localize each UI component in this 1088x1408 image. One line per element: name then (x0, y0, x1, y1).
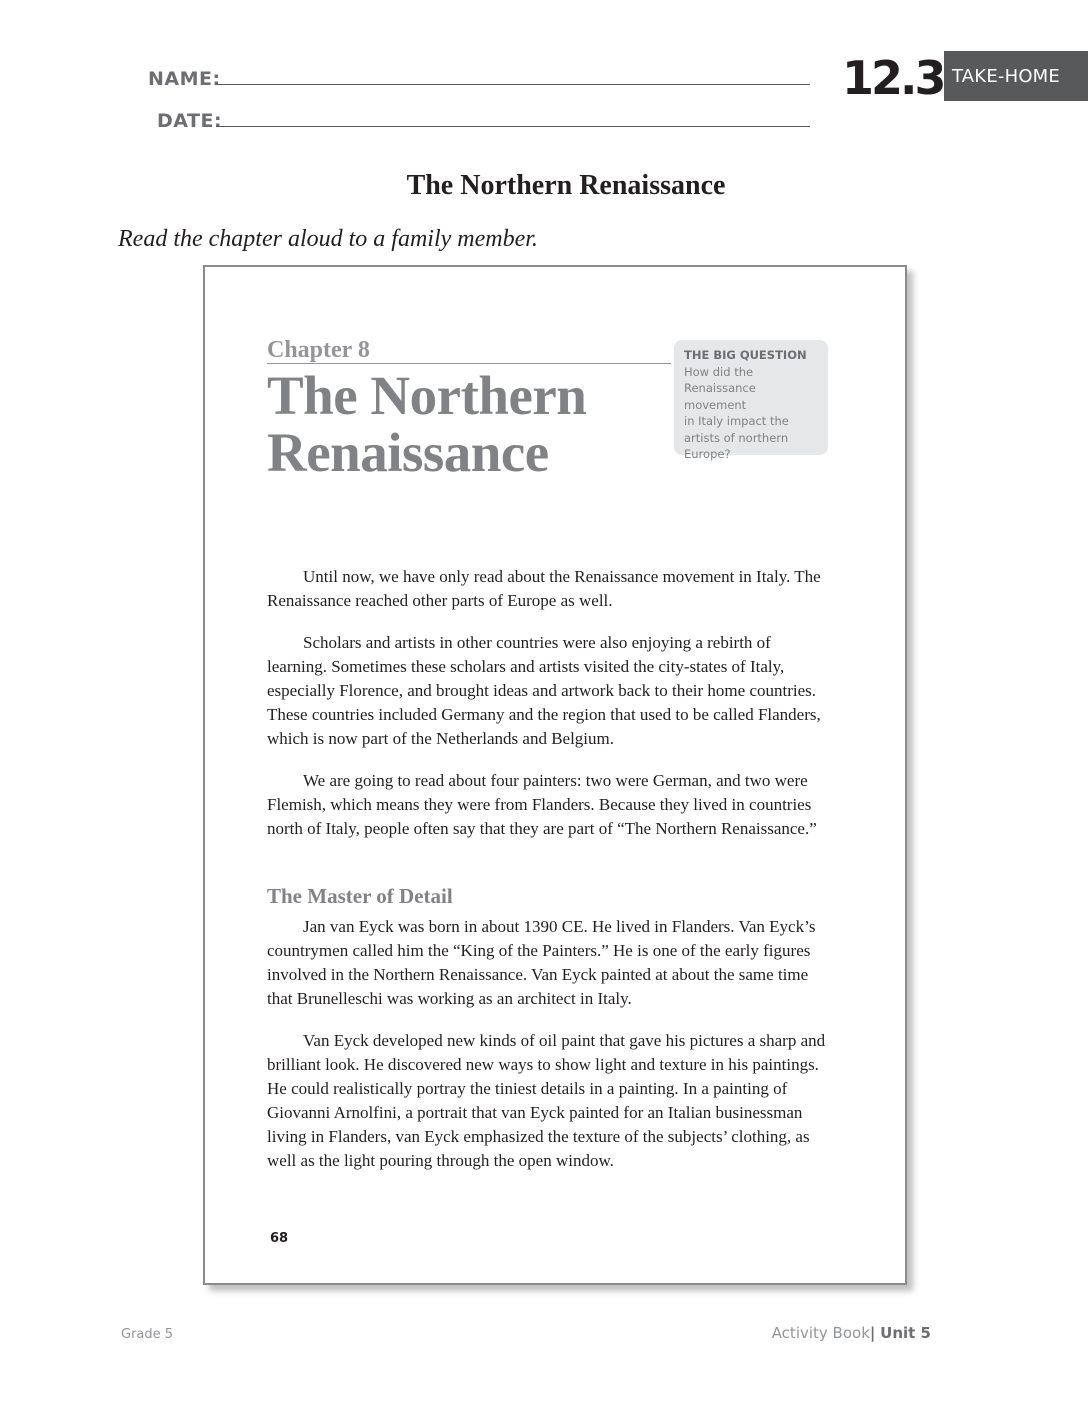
chapter-rule (267, 363, 671, 364)
section-heading: The Master of Detail (267, 884, 453, 908)
footer-book: Activity Book (771, 1324, 870, 1342)
footer-unit: Unit 5 (880, 1324, 931, 1342)
body-paragraph: We are going to read about four painters: two were German, and two were Flemish, which means they were from Flanders. Because they lived in countries north of Italy, people often say that they are part of “The Northern Renaissance.” (267, 771, 817, 838)
footer-separator: | (869, 1324, 876, 1342)
chapter-title-line2: Renaissance (267, 422, 549, 483)
big-question-line: Europe? (684, 447, 731, 461)
footer-grade: Grade 5 (121, 1327, 174, 1342)
instruction: Read the chapter aloud to a family member. (118, 226, 538, 252)
chapter-title (267, 367, 586, 481)
big-question-line: Renaissance movement (684, 381, 756, 412)
chapter-label: Chapter 8 (267, 337, 370, 363)
big-question-heading: THE BIG QUESTION (684, 348, 807, 362)
name-line[interactable] (216, 84, 810, 85)
page-title: The Northern Renaissance (406, 170, 726, 201)
footer-book-unit (772, 1324, 931, 1342)
body-paragraph: Scholars and artists in other countries were also enjoying a rebirth of learning. Sometimes these scholars and artists visited the city-states of Italy, especially Florence, and brought ideas and artwork back to their home countries. These countries included Germany and the region that used to be called Flanders, which is now part of the Netherlands and Belgium. (267, 633, 821, 748)
take-home-tab: TAKE-HOME (944, 51, 1088, 101)
big-question-box (674, 340, 828, 461)
big-question-line: How did the (684, 364, 754, 379)
chapter-title-line1: The Northern (267, 365, 587, 426)
big-question-line: in Italy impact the (684, 414, 789, 428)
big-question-line: artists of northern (684, 430, 789, 445)
body-paragraph: Until now, we have only read about the Renaissance movement in Italy. The Renaissance reached other parts of Europe as well. (267, 567, 821, 610)
book-page-inset (203, 265, 907, 1285)
body-paragraph: Van Eyck developed new kinds of oil paint that gave his pictures a sharp and brilliant look. He discovered new ways to show light and texture in his paintings. He could realistically portray the tiniest details in a painting. In a painting of Giovanni Arnolfini, a portrait that van Eyck painted for an Italian businessman living in Flanders, van Eyck emphasized the texture of the subjects’ clothing, as well as the light pouring through the open window. (267, 1031, 826, 1170)
date-line[interactable] (216, 126, 810, 127)
inset-page-number: 68 (270, 1231, 289, 1246)
date-label: DATE: (157, 110, 223, 132)
name-label: NAME: (148, 68, 221, 90)
body-paragraph: Jan van Eyck was born in about 1390 CE. He lived in Flanders. Van Eyck’s countrymen called him the “King of the Painters.” He is one of the early figures involved in the Northern Renaissance. Van Eyck painted at about the same time that Brunelleschi was working as an architect in Italy. (267, 917, 816, 1008)
lesson-number: 12.3 (842, 51, 944, 105)
